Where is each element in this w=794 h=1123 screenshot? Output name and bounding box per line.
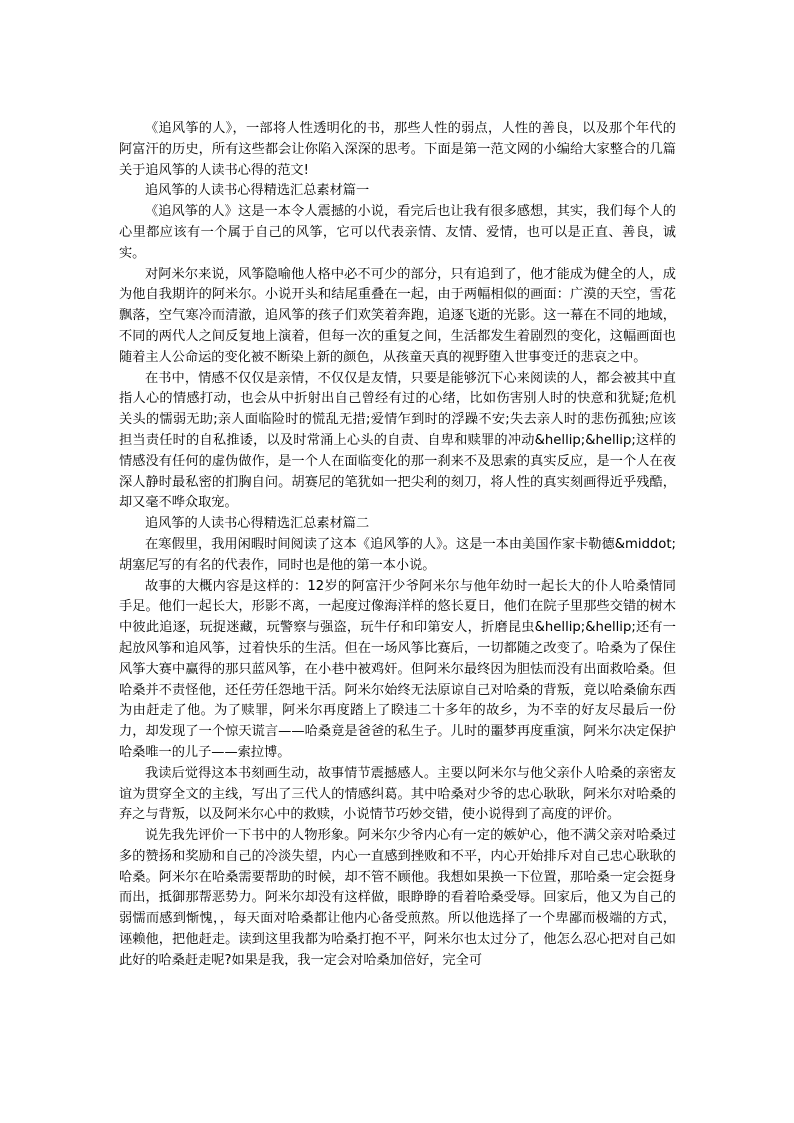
body-paragraph: 在书中，情感不仅仅是亲情，不仅仅是友情，只要是能够沉下心来阅读的人，都会被其中直指人心的情感打动，也会从中折射出自己曾经有过的心绪，比如伤害别人时的快意和犹疑;危机关头的懦弱无助;亲人面临险时的慌乱无措;爱情乍到时的浮躁不安;失去亲人时的悲伤孤独;应该担当责任时的自私推诿，以及时常涌上心头的自责、自卑和赎罪的冲动&hellip;&hellip;这样的情感没有任何的虚伪做作，是一个人在面临变化的那一刹来不及思索的真实反应，是一个人在夜深人静时最私密的扪胸自问。胡赛尼的笔犹如一把尖利的刻刀，将人性的真实刻画得近乎残酷，却又毫不哗众取宠。: [119, 370, 676, 511]
body-paragraph: 《追风筝的人》这是一本令人震撼的小说，看完后也让我有很多感想，其实，我们每个人的心里都应该有一个属于自己的风筝，它可以代表亲情、友情、爱情，也可以是正直、善良，诚实。: [119, 204, 676, 261]
body-paragraph: 我读后觉得这本书刻画生动，故事情节震撼感人。主要以阿米尔与他父亲仆人哈桑的亲密友谊为贯穿全文的主线，写出了三代人的情感纠葛。其中哈桑对少爷的忠心耿耿，阿米尔对哈桑的弃之与背叛，以及阿米尔心中的救赎，小说情节巧妙交错，使小说得到了高度的评价。: [119, 765, 676, 823]
document-body: [119, 119, 676, 972]
body-paragraph: 故事的大概内容是这样的：12岁的阿富汗少爷阿米尔与他年幼时一起长大的仆人哈桑情同手足。他们一起长大，形影不离，一起度过像海洋样的悠长夏日，他们在院子里那些交错的树木中彼此追逐，玩捉迷藏，玩警察与强盗，玩牛仔和印第安人，折磨昆虫&hellip;&hellip;还有一起放风筝和追风筝，过着快乐的生活。但在一场风筝比赛后，一切都随之改变了。哈桑为了保住风筝大赛中赢得的那只蓝风筝，在小巷中被鸡奸。但阿米尔最终因为胆怯而没有出面救哈桑。但哈桑并不责怪他，还任劳任怨地干活。阿米尔始终无法原谅自己对哈桑的背叛，竟以哈桑偷东西为由赶走了他。为了赎罪，阿米尔再度踏上了睽违二十多年的故乡，为不幸的好友尽最后一份力，却发现了一个惊天谎言——哈桑竟是爸爸的私生子。儿时的噩梦再度重演，阿米尔决定保护哈桑唯一的儿子——索拉博。: [119, 578, 676, 760]
section-heading-1: 追风筝的人读书心得精选汇总素材篇一: [145, 183, 370, 199]
body-paragraph: 对阿米尔来说，风筝隐喻他人格中必不可少的部分，只有追到了，他才能成为健全的人，成为他自我期许的阿米尔。小说开头和结尾重叠在一起，由于两幅相似的画面：广漠的天空，雪花飘落，空气寒冷而清澈，追风筝的孩子们欢笑着奔跑，追逐飞逝的光影。这一幕在不同的地域，不同的两代人之间反复地上演着，但每一次的重复之间，生活都发生着剧烈的变化，这幅画面也随着主人公命运的变化被不断染上新的颜色，从孩童天真的视野堕入世事变迁的悲哀之中。: [119, 266, 676, 365]
section-heading-2: 追风筝的人读书心得精选汇总素材篇二: [145, 516, 370, 532]
body-paragraph: 在寒假里，我用闲暇时间阅读了这本《追风筝的人》。这是一本由美国作家卡勒德&middot;胡塞尼写的有名的代表作，同时也是他的第一本小说。: [119, 536, 676, 573]
body-paragraph: 说先我先评价一下书中的人物形象。阿米尔少爷内心有一定的嫉妒心，他不满父亲对哈桑过多的赞扬和奖励和自己的冷淡失望，内心一直感到挫败和不平，内心开始排斥对自己忠心耿耿的哈桑。阿米尔在哈桑需要帮助的时候，却不管不顾他。我想如果换一下位置，那哈桑一定会挺身而出，抵御那帮恶势力。阿米尔却没有这样做，眼睁睁的看着哈桑受辱。回家后，他又为自己的弱懦而感到惭愧，，每天面对哈桑都让他内心备受煎熬。所以他选择了一个卑鄙而极端的方式，诬赖他，把他赶走。读到这里我都为哈桑打抱不平，阿米尔也太过分了，他怎么忍心把对自己如此好的哈桑赶走呢?如果是我，我一定会对哈桑加倍好，完全可: [119, 828, 676, 968]
intro-paragraph: 《追风筝的人》，一部将人性透明化的书，那些人性的弱点，人性的善良，以及那个年代的阿富汗的历史，所有这些都会让你陷入深深的思考。下面是第一范文网的小编给大家整合的几篇关于追风筝的人读书心得的范文!: [119, 121, 676, 178]
